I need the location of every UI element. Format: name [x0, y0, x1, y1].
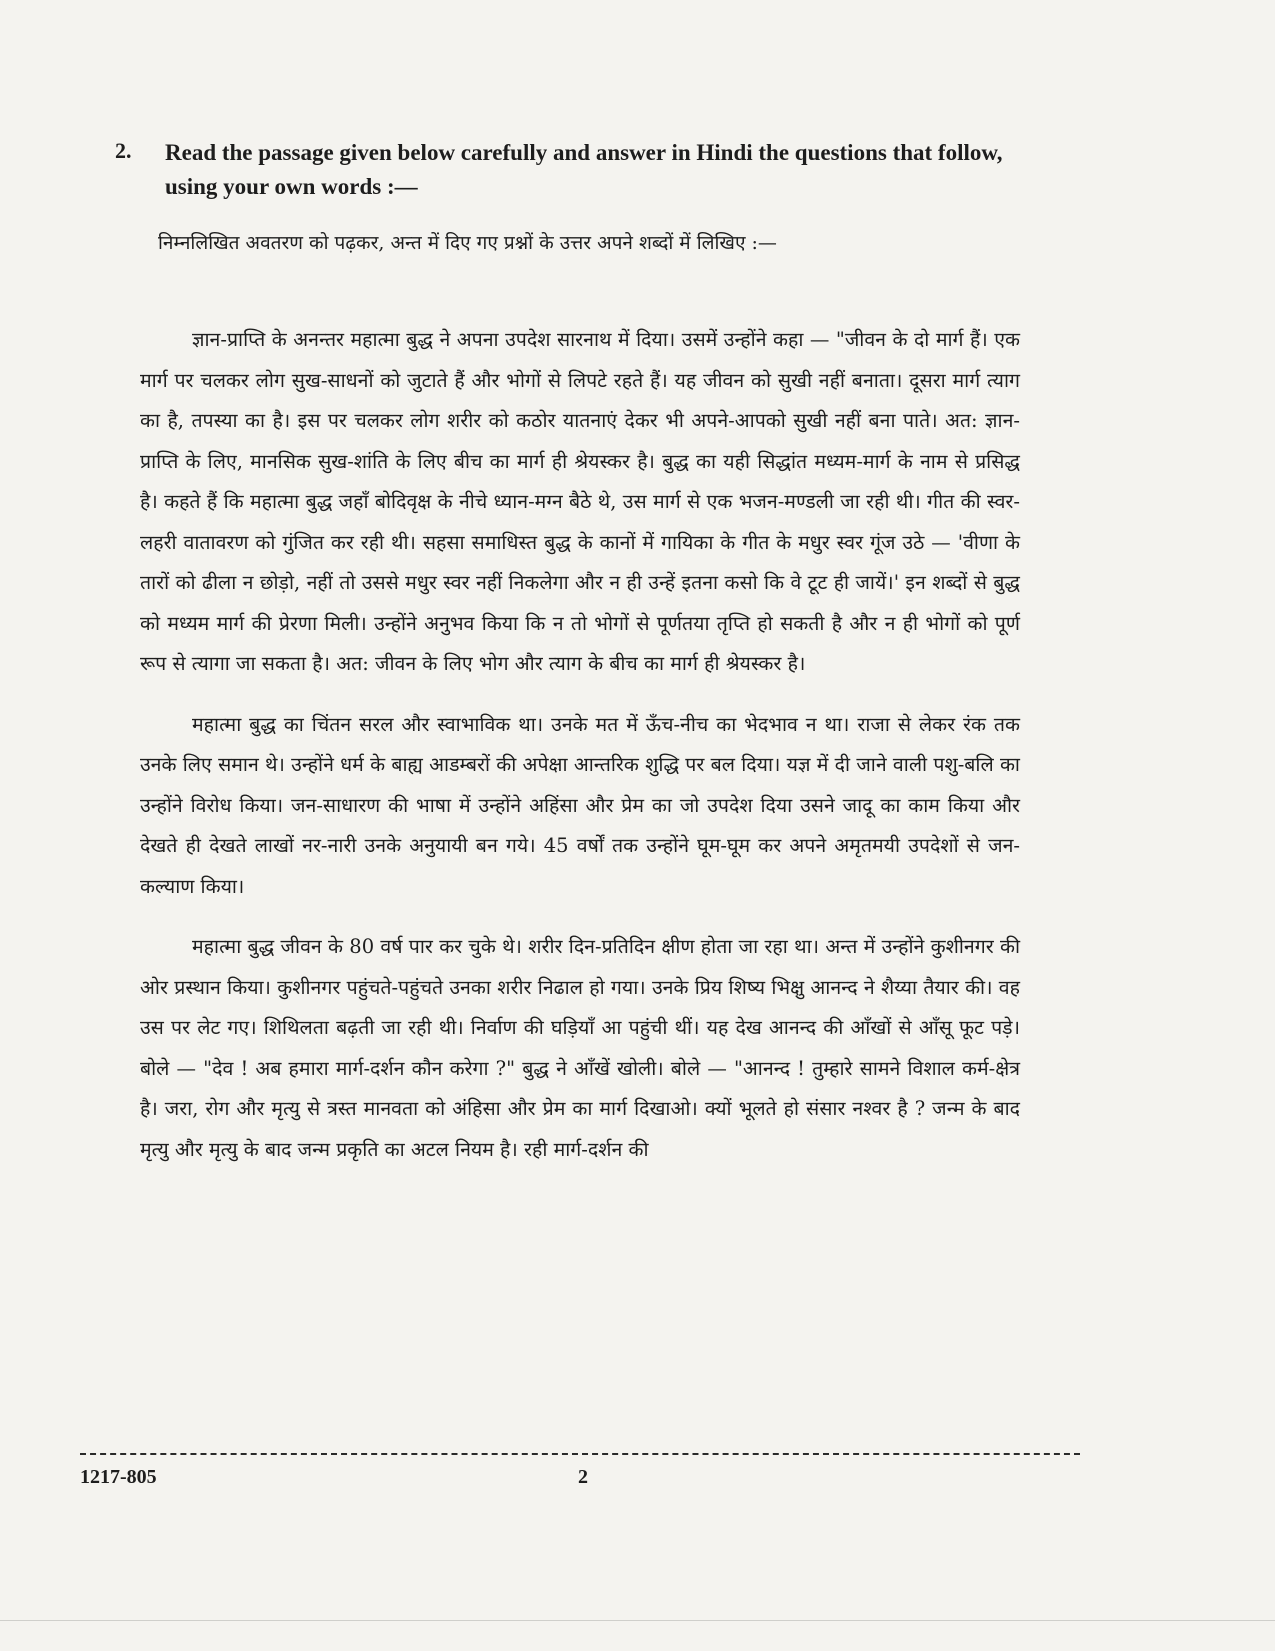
footer-divider [80, 1453, 1080, 1455]
passage-paragraph: महात्मा बुद्ध का चिंतन सरल और स्वाभाविक था। उनके मत में ऊँच-नीच का भेदभाव न था। राजा से लेकर रंक तक उनके लिए समान थे। उन्होंने धर्म के बाह्य आडम्बरों की अपेक्षा आन्तरिक शुद्धि पर बल दिया। यज्ञ में दी जाने वाली पशु-बलि का उन्होंने विरोध किया। जन-साधारण की भाषा में उन्होंने अहिंसा और प्रेम का जो उपदेश दिया उसने जादू का काम किया और देखते ही देखते लाखों नर-नारी उनके अनुयायी बन गये। 45 वर्षों तक उन्होंने घूम-घूम कर अपने अमृतमयी उपदेशों से जन-कल्याण किया। [140, 712, 1020, 898]
passage-paragraph: महात्मा बुद्ध जीवन के 80 वर्ष पार कर चुके थे। शरीर दिन-प्रतिदिन क्षीण होता जा रहा था। अन्त में उन्होंने कुशीनगर की ओर प्रस्थान किया। कुशीनगर पहुंचते-पहुंचते उनका शरीर निढाल हो गया। उनके प्रिय शिष्य भिक्षु आनन्द ने शैय्या तैयार की। वह उस पर लेट गए। शिथिलता बढ़ती जा रही थी। निर्वाण की घड़ियाँ आ पहुंची थीं। यह देख आनन्द की आँखों से आँसू फूट पड़े। बोले — "देव ! अब हमारा मार्ग-दर्शन कौन करेगा ?" बुद्ध ने आँखें खोली। बोले — "आनन्द ! तुम्हारे सामने विशाल कर्म-क्षेत्र है। जरा, रोग और मृत्यु से त्रस्त मानवता को अंहिसा और प्रेम का मार्ग दिखाओ। क्यों भूलते हो संसार नश्वर है ? जन्म के बाद मृत्यु और मृत्यु के बाद जन्म प्रकृति का अटल नियम है। रही मार्ग-दर्शन की [140, 935, 1020, 1161]
passage-paragraph: ज्ञान-प्राप्ति के अनन्तर महात्मा बुद्ध ने अपना उपदेश सारनाथ में दिया। उसमें उन्होंने कहा — "जीवन के दो मार्ग हैं। एक मार्ग पर चलकर लोग सुख-साधनों को जुटाते हैं और भोगों से लिपटे रहते हैं। यह जीवन को सुखी नहीं बनाता। दूसरा मार्ग त्याग का है, तपस्या का है। इस पर चलकर लोग शरीर को कठोर यातनाएं देकर भी अपने-आपको सुखी नहीं बना पाते। अत: ज्ञान-प्राप्ति के लिए, मानसिक सुख-शांति के लिए बीच का मार्ग ही श्रेयस्कर है। बुद्ध का यही सिद्धांत मध्यम-मार्ग के नाम से प्रसिद्ध है। कहते हैं कि महात्मा बुद्ध जहाँ बोदिवृक्ष के नीचे ध्यान-मग्न बैठे थे, उस मार्ग से एक भजन-मण्डली जा रही थी। गीत की स्वर-लहरी वातावरण को गुंजित कर रही थी। सहसा समाधिस्त बुद्ध के कानों में गायिका के गीत के मधुर स्वर गूंज उठे — 'वीणा के तारों को ढीला न छोड़ो, नहीं तो उससे मधुर स्वर नहीं निकलेगा और न ही उन्हें इतना कसो कि वे टूट ही जायें।' इन शब्दों से बुद्ध को मध्यम मार्ग की प्रेरणा मिली। उन्होंने अनुभव किया कि न तो भोगों से पूर्णतया तृप्ति हो सकती है और न ही भोगों को पूर्ण रूप से त्यागा जा सकता है। अत: जीवन के लिए भोग और त्याग के बीच का मार्ग ही श्रेयस्कर है। [140, 328, 1020, 675]
page-number: 2 [578, 1466, 588, 1488]
question-number: 2. [115, 138, 132, 163]
question-instruction: Read the passage given below carefully and answer in Hindi the questions that follow, using your own words :— [165, 140, 1003, 199]
hindi-instruction: निम्नलिखित अवतरण को पढ़कर, अन्त में दिए गए प्रश्नों के उत्तर अपने शब्दों में लिखिए :— [158, 232, 777, 254]
paper-code: 1217-805 [80, 1466, 157, 1488]
passage [140, 320, 1020, 1170]
scan-edge-line [0, 1620, 1275, 1621]
